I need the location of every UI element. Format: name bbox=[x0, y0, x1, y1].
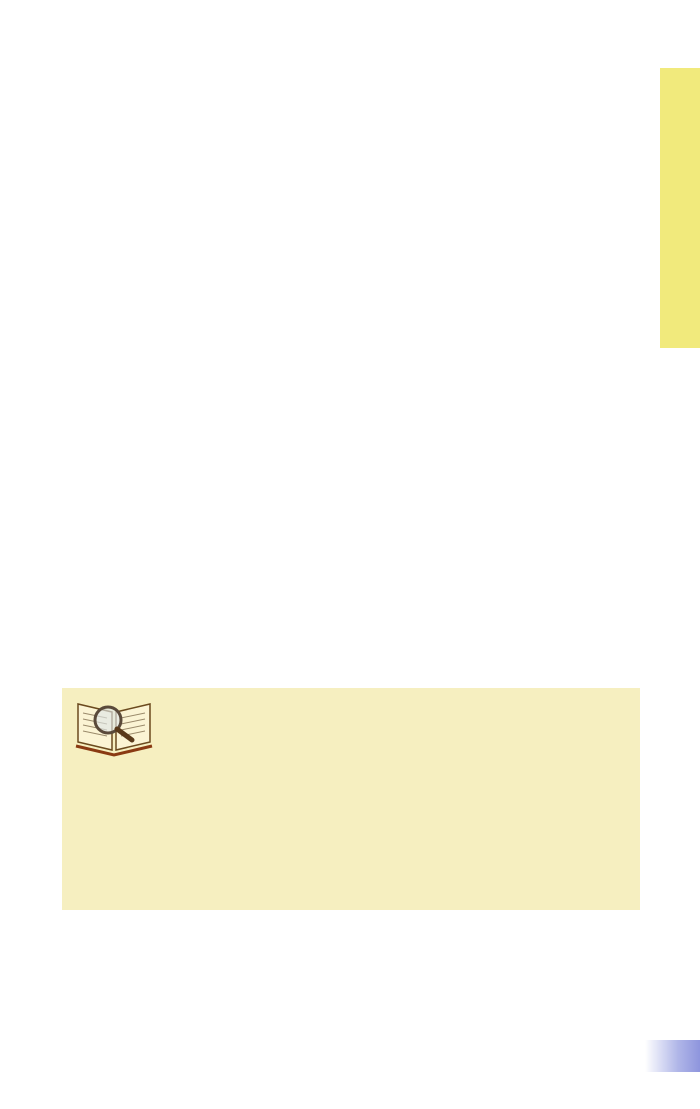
page-corner-bar bbox=[645, 1040, 700, 1072]
chapter-side-tab bbox=[660, 68, 700, 348]
info-box-body bbox=[74, 720, 626, 764]
info-box bbox=[62, 688, 640, 910]
